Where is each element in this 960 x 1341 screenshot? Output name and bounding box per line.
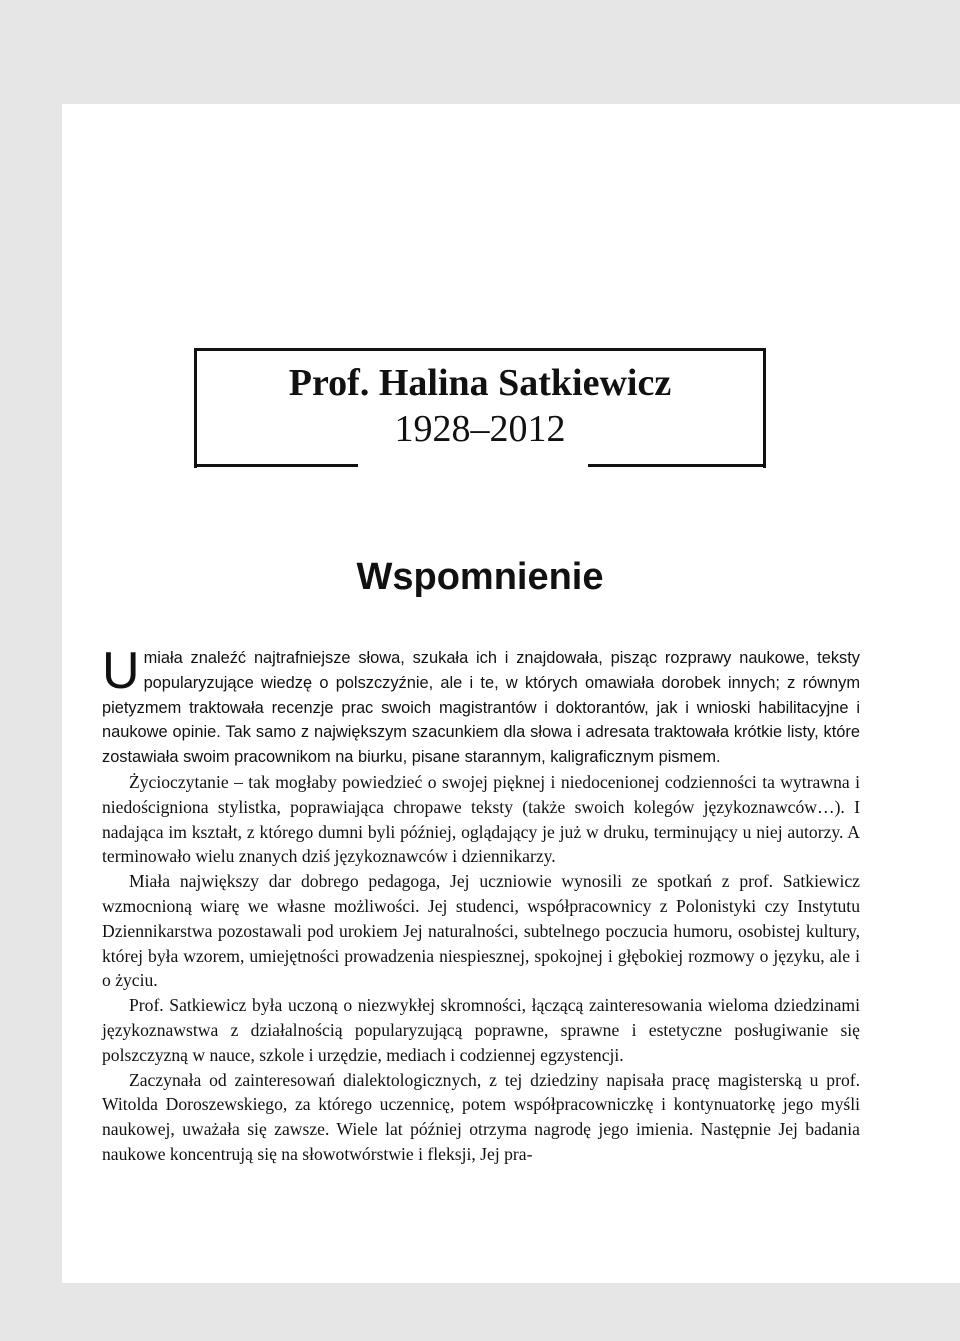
paragraph-1-text: miała znaleźć najtrafniejsze słowa, szukała ich i znajdowała, pisząc rozprawy naukowe, teksty popularyzujące wiedzę o polszczyźnie, ale i te, w których omawiała dorobek innych; z równym pietyzmem traktowała recenzje prac swoich magistrantów i doktorantów, jak i wnioski habilitacyjne i naukowe opinie. Tak samo z największym szacunkiem dla słowa i adresata traktowała krótkie listy, które zostawiała swoim pracownikom na biurku, pisane starannym, kaligraficznym pismem. [102, 649, 860, 767]
paragraph-2: Życioczytanie – tak mogłaby powiedzieć o swojej pięknej i niedocenionej codzienności ta wytrawna i niedościgniona stylistka, poprawiająca chropawe teksty (także swoich kolegów językoznawców…). I nadająca im kształt, z którego dumni byli później, oglądający je już w druku, terminujący u niej autorzy. A terminowało wielu znanych dziś językoznawców i dziennikarzy. [102, 771, 860, 867]
drop-cap: U [102, 642, 140, 700]
article-body [102, 642, 860, 1167]
frame-bottom-left-rule [194, 464, 358, 467]
obituary-name: Prof. Halina Satkiewicz [288, 362, 672, 404]
paragraph-4: Prof. Satkiewicz była uczoną o niezwykłej skromności, łączącą zainteresowania wieloma dziedzinami językoznawstwa z działalnością popularyzującą poprawne, sprawne i estetyczne posługiwanie się polszczyzną w nauce, szkole i urzędzie, mediach i codziennej egzystencji. [102, 995, 860, 1065]
paragraph-3: Miała największy dar dobrego pedagoga, Jej uczniowie wynosili ze spotkań z prof. Satkiewicz wzmocnioną wiarę we własne możliwości. Jej studenci, współpracownicy z Polonistyki czy Instytutu Dziennikarstwa pozostawali pod urokiem Jej naturalności, subtelnego poczucia humoru, osobistej kultury, której była wzorem, umiejętności prowadzenia niespiesznej, spokojnej i głębokiej rozmowy o języku, ale i o życiu. [102, 871, 860, 991]
obituary-years: 1928–2012 [394, 408, 566, 450]
paragraph-1 [102, 642, 860, 770]
section-title: Wspomnienie [356, 556, 604, 598]
frame-bottom-right-rule [588, 464, 766, 467]
paragraph-5: Zaczynała od zainteresowań dialektologicznych, z tej dziedziny napisała pracę magisterską u prof. Witolda Doroszewskiego, za którego uczennicę, potem współpracowniczkę i kontynuatorkę jego myśli naukowej, uważała się zawsze. Wiele lat później otrzyma nagrodę jego imienia. Następnie Jej badania naukowe koncentrują się na słowotwórstwie i fleksji, Jej pra- [102, 1069, 860, 1164]
